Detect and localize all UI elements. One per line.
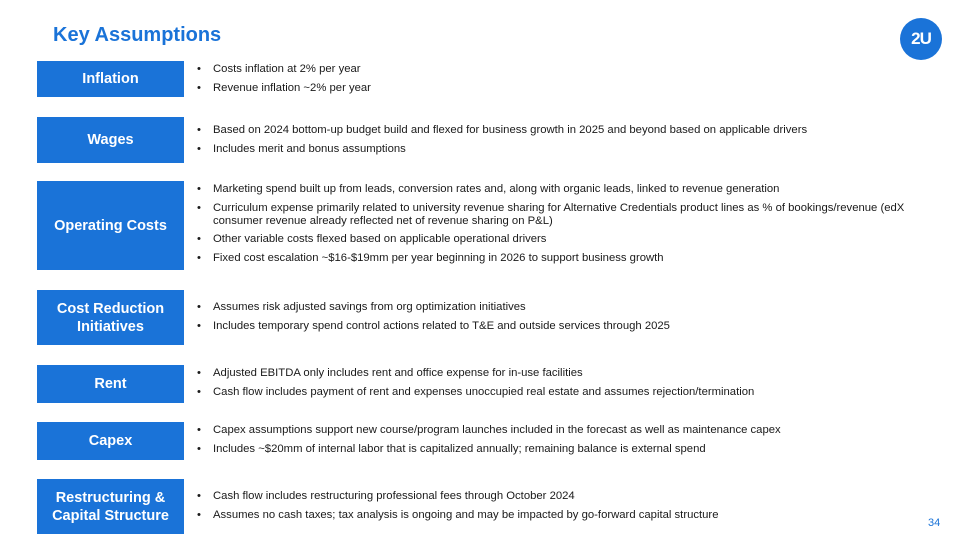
section-label: Cost Reduction Initiatives xyxy=(37,290,184,345)
bullet-item: • Curriculum expense primarily related to university revenue sharing for Alternative Credentials product lines as % of bookings/revenue (edX consumer revenue already reflected net of revenue sharing on P&L) xyxy=(197,202,927,228)
bullet-item: • Based on 2024 bottom-up budget build and flexed for business growth in 2025 and beyond based on applicable drivers xyxy=(197,124,927,137)
bullet-item: • Cash flow includes restructuring professional fees through October 2024 xyxy=(197,490,927,503)
page-title: Key Assumptions xyxy=(53,24,222,46)
section-label: Restructuring & Capital Structure xyxy=(37,479,184,534)
bullet-item: • Includes ~$20mm of internal labor that is capitalized annually; remaining balance is external spend xyxy=(197,443,927,456)
bullet-item: • Includes merit and bonus assumptions xyxy=(197,143,927,156)
bullet-list xyxy=(197,301,927,338)
bullet-list xyxy=(197,124,927,161)
bullet-item: • Marketing spend built up from leads, conversion rates and, along with organic leads, linked to revenue generation xyxy=(197,183,927,196)
bullet-item: • Includes temporary spend control actions related to T&E and outside services through 2025 xyxy=(197,320,927,333)
bullet-item: • Capex assumptions support new course/program launches included in the forecast as well as maintenance capex xyxy=(197,424,927,437)
section-label: Operating Costs xyxy=(37,181,184,270)
bullet-item: • Assumes risk adjusted savings from org optimization initiatives xyxy=(197,301,927,314)
bullet-item: • Adjusted EBITDA only includes rent and office expense for in-use facilities xyxy=(197,367,927,380)
bullet-list xyxy=(197,490,927,527)
bullet-item: • Assumes no cash taxes; tax analysis is ongoing and may be impacted by go-forward capital structure xyxy=(197,509,927,522)
section-label: Rent xyxy=(37,365,184,403)
bullet-item: • Other variable costs flexed based on applicable operational drivers xyxy=(197,233,927,246)
bullet-item: • Costs inflation at 2% per year xyxy=(197,63,927,76)
bullet-list xyxy=(197,183,927,270)
bullet-list xyxy=(197,63,927,100)
page-number: 34 xyxy=(928,517,941,529)
section-label: Inflation xyxy=(37,61,184,97)
bullet-item: • Fixed cost escalation ~$16-$19mm per year beginning in 2026 to support business growth xyxy=(197,252,927,265)
company-logo: 2U xyxy=(900,18,942,60)
bullet-item: • Cash flow includes payment of rent and expenses unoccupied real estate and assumes rejection/termination xyxy=(197,386,927,399)
section-label: Capex xyxy=(37,422,184,460)
bullet-item: • Revenue inflation ~2% per year xyxy=(197,82,927,95)
bullet-list xyxy=(197,424,927,461)
section-label: Wages xyxy=(37,117,184,163)
bullet-list xyxy=(197,367,927,404)
